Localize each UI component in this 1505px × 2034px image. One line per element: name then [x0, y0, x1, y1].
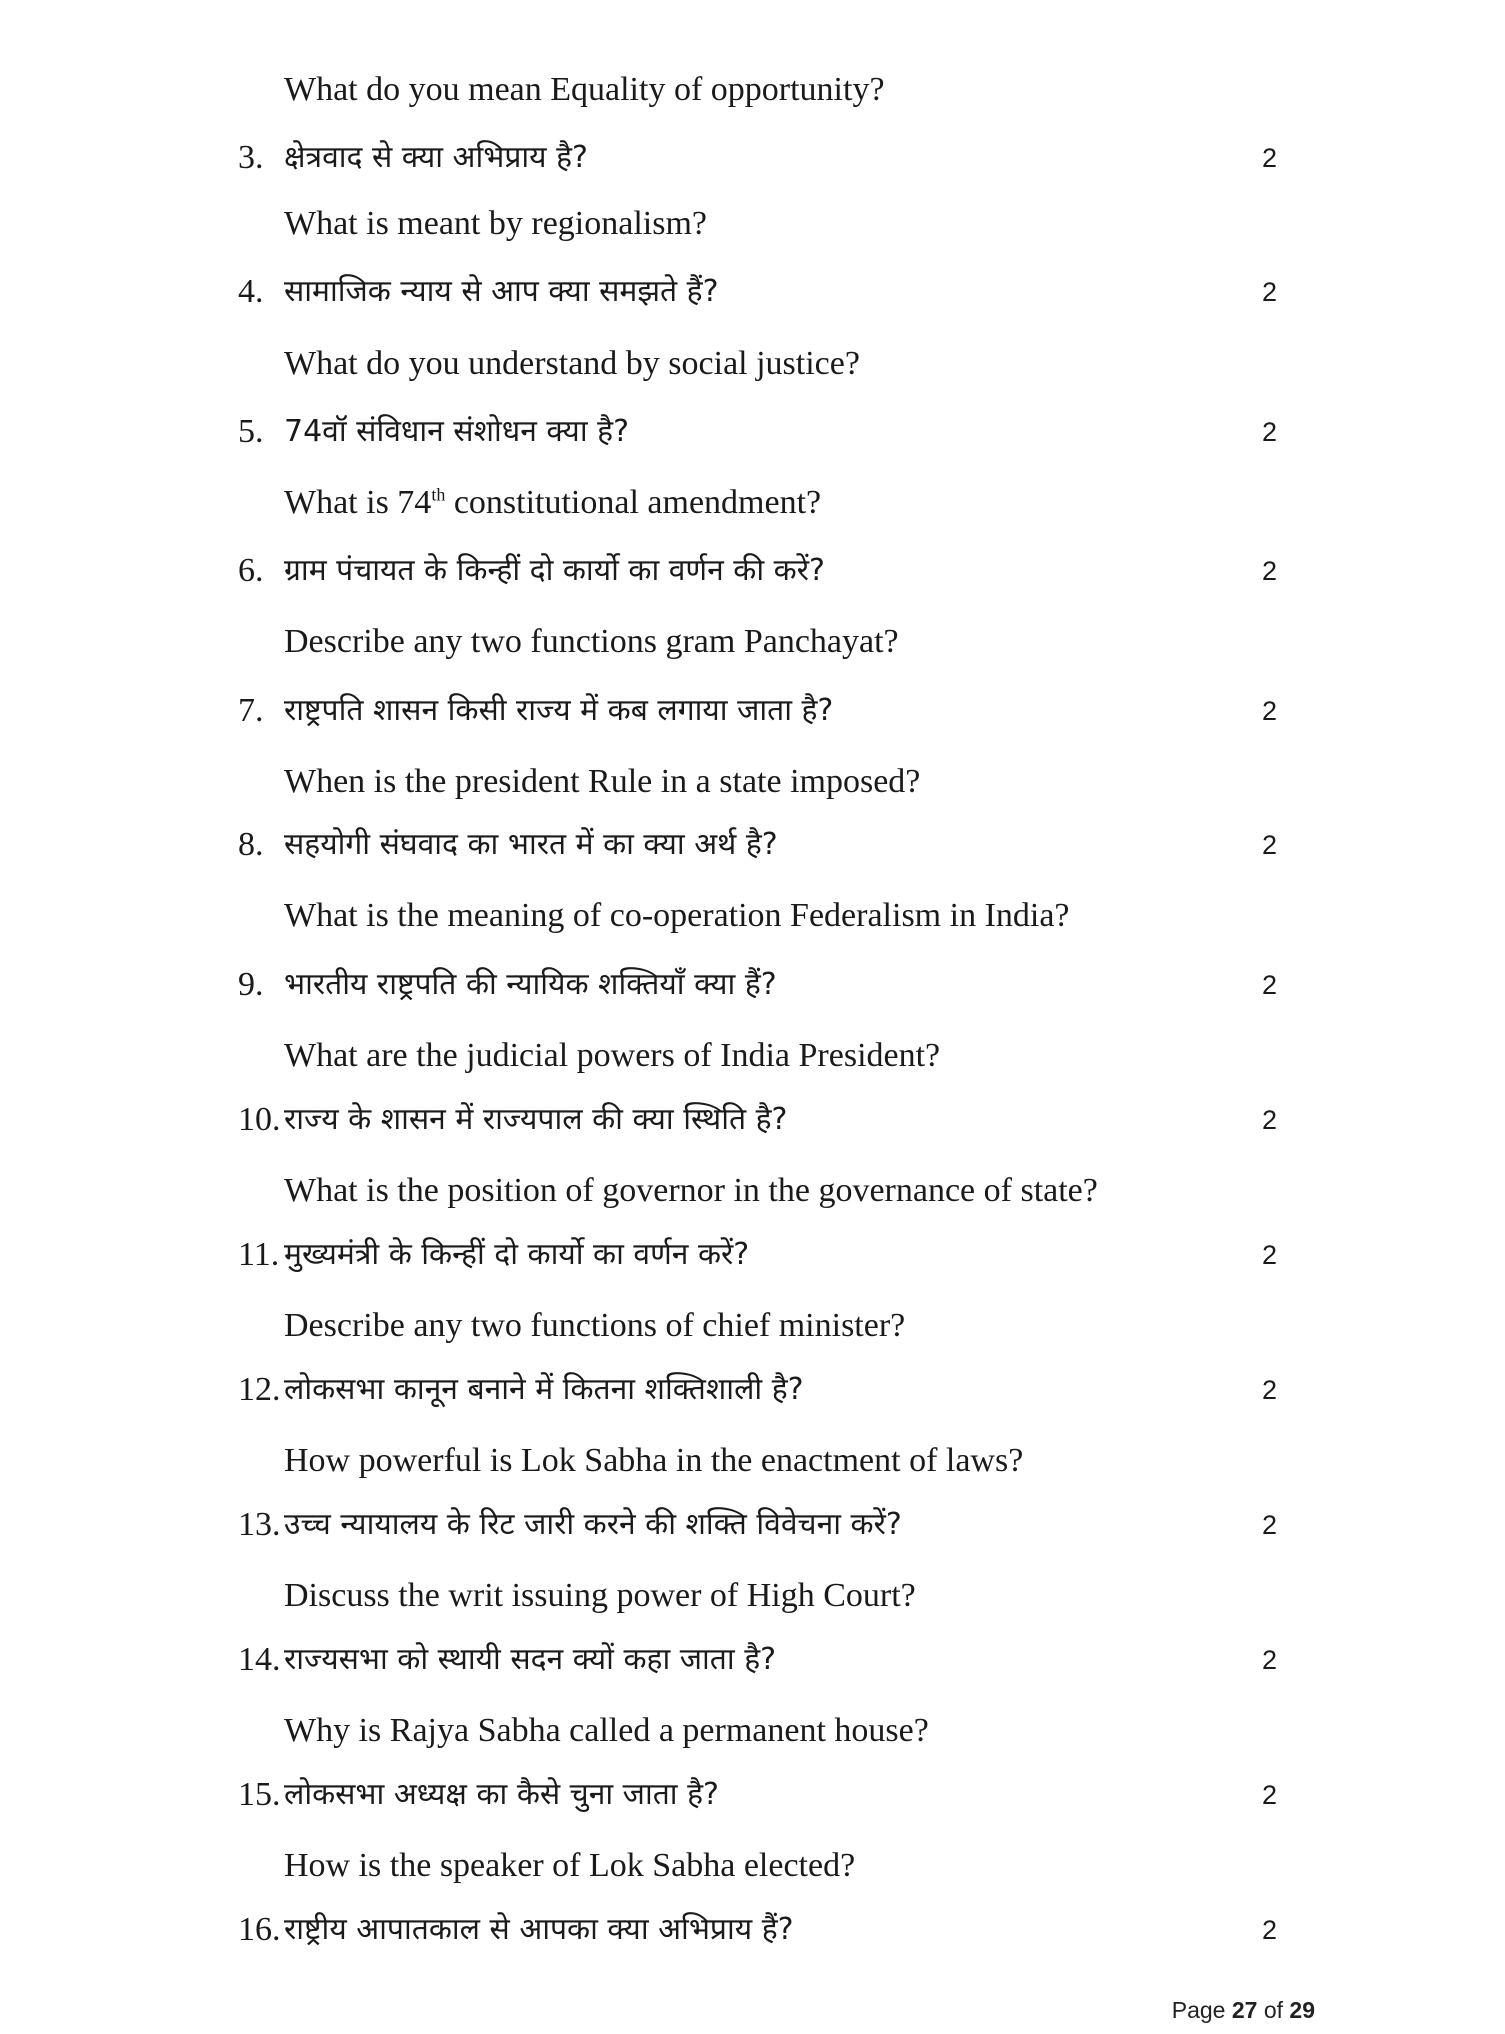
question-6-hindi — [238, 541, 1288, 601]
question-14-hindi — [238, 1630, 1288, 1690]
hindi-text: राज्य के शासन में राज्यपाल की क्या स्थिति है? — [284, 1102, 788, 1137]
marks: 2 — [1262, 830, 1278, 860]
question-12-hindi — [238, 1360, 1288, 1420]
question-15-english — [238, 1836, 1288, 1896]
marks: 2 — [1262, 1780, 1278, 1810]
question-5-hindi — [238, 402, 1288, 462]
current-page: 27 — [1231, 1997, 1258, 2023]
question-7-hindi — [238, 681, 1288, 741]
english-text: What do you understand by social justice? — [284, 345, 860, 382]
marks: 2 — [1262, 556, 1278, 586]
question-3-hindi — [238, 128, 1288, 188]
question-number: 6. — [238, 552, 264, 589]
marks: 2 — [1262, 143, 1278, 173]
ordinal-suffix: th — [431, 484, 446, 505]
marks: 2 — [1262, 970, 1278, 1000]
english-text: When is the president Rule in a state imposed? — [284, 763, 921, 800]
marks: 2 — [1262, 277, 1278, 307]
question-8-hindi — [238, 815, 1288, 875]
question-9-hindi — [238, 955, 1288, 1015]
question-number: 8. — [238, 826, 264, 863]
marks: 2 — [1262, 1915, 1278, 1945]
hindi-text: राष्ट्रीय आपातकाल से आपका क्या अभिप्राय हैं? — [284, 1912, 794, 1947]
total-pages: 29 — [1289, 1997, 1315, 2023]
question-8-english — [238, 886, 1288, 946]
hindi-text: लोकसभा कानून बनाने में कितना शक्तिशाली है? — [284, 1372, 804, 1407]
hindi-text: ग्राम पंचायत के किन्हीं दो कार्यो का वर्णन की करें? — [284, 553, 825, 588]
hindi-text: सामाजिक न्याय से आप क्या समझते हैं? — [284, 274, 719, 309]
marks: 2 — [1262, 1510, 1278, 1540]
question-number: 7. — [238, 692, 264, 729]
english-text: What is the position of governor in the governance of state? — [284, 1172, 1098, 1209]
hindi-text: राज्यसभा को स्थायी सदन क्यों कहा जाता है? — [284, 1642, 777, 1677]
english-text: What is the meaning of co-operation Federalism in India? — [284, 897, 1070, 934]
question-number: 11. — [238, 1236, 280, 1273]
hindi-text: राष्ट्रपति शासन किसी राज्य में कब लगाया जाता है? — [284, 693, 834, 728]
question-number: 14. — [238, 1641, 281, 1678]
english-text — [284, 473, 821, 533]
hindi-text: लोकसभा अध्यक्ष का कैसे चुना जाता है? — [284, 1777, 719, 1812]
question-13-hindi — [238, 1495, 1288, 1555]
english-text: Discuss the writ issuing power of High Court? — [284, 1577, 916, 1614]
question-4-hindi — [238, 262, 1288, 322]
english-text: What are the judicial powers of India President? — [284, 1037, 941, 1074]
english-suffix: constitutional amendment? — [445, 484, 822, 521]
intro-english-line — [238, 60, 1288, 120]
marks: 2 — [1262, 417, 1278, 447]
question-10-hindi — [238, 1090, 1288, 1150]
question-number: 16. — [238, 1911, 281, 1948]
question-10-english — [238, 1161, 1288, 1221]
marks: 2 — [1262, 1645, 1278, 1675]
question-3-english — [238, 194, 1288, 254]
english-text: How is the speaker of Lok Sabha elected? — [284, 1847, 856, 1884]
question-11-english — [238, 1296, 1288, 1356]
english-text: Describe any two functions of chief minister? — [284, 1307, 906, 1344]
question-12-english — [238, 1431, 1288, 1491]
hindi-text: भारतीय राष्ट्रपति की न्यायिक शक्तियाँ क्या हैं? — [284, 967, 777, 1002]
footer-prefix: Page — [1171, 1997, 1232, 2023]
question-11-hindi — [238, 1225, 1288, 1285]
question-number: 5. — [238, 413, 264, 450]
question-4-english — [238, 334, 1288, 394]
hindi-text: मुख्यमंत्री के किन्हीं दो कार्यो का वर्णन करें? — [284, 1237, 750, 1272]
marks: 2 — [1262, 1240, 1278, 1270]
hindi-text: क्षेत्रवाद से क्या अभिप्राय है? — [284, 140, 588, 175]
question-number: 9. — [238, 966, 264, 1003]
question-13-english — [238, 1566, 1288, 1626]
english-text: Why is Rajya Sabha called a permanent house? — [284, 1712, 929, 1749]
question-number: 15. — [238, 1776, 281, 1813]
english-prefix: What is 74 — [284, 484, 432, 521]
question-7-english — [238, 752, 1288, 812]
english-text: What do you mean Equality of opportunity? — [284, 71, 885, 108]
question-9-english — [238, 1026, 1288, 1086]
question-number: 13. — [238, 1506, 281, 1543]
hindi-text: 74वॉ संविधान संशोधन क्या है? — [284, 414, 629, 449]
marks: 2 — [1262, 1375, 1278, 1405]
question-5-english — [238, 473, 1288, 533]
question-number: 3. — [238, 139, 264, 176]
question-number: 10. — [238, 1101, 281, 1138]
english-text: Describe any two functions gram Panchayat? — [284, 623, 899, 660]
english-text: How powerful is Lok Sabha in the enactment of laws? — [284, 1442, 1024, 1479]
question-number: 12. — [238, 1371, 281, 1408]
question-14-english — [238, 1701, 1288, 1761]
marks: 2 — [1262, 696, 1278, 726]
english-text: What is meant by regionalism? — [284, 205, 707, 242]
footer-middle: of — [1257, 1997, 1290, 2023]
page-footer — [1172, 1997, 1315, 2024]
marks: 2 — [1262, 1105, 1278, 1135]
hindi-text: सहयोगी संघवाद का भारत में का क्या अर्थ है? — [284, 827, 778, 862]
question-16-hindi — [238, 1900, 1288, 1960]
hindi-text: उच्च न्यायालय के रिट जारी करने की शक्ति विवेचना करें? — [284, 1507, 902, 1542]
question-number: 4. — [238, 273, 264, 310]
question-6-english — [238, 612, 1288, 672]
question-15-hindi — [238, 1765, 1288, 1825]
